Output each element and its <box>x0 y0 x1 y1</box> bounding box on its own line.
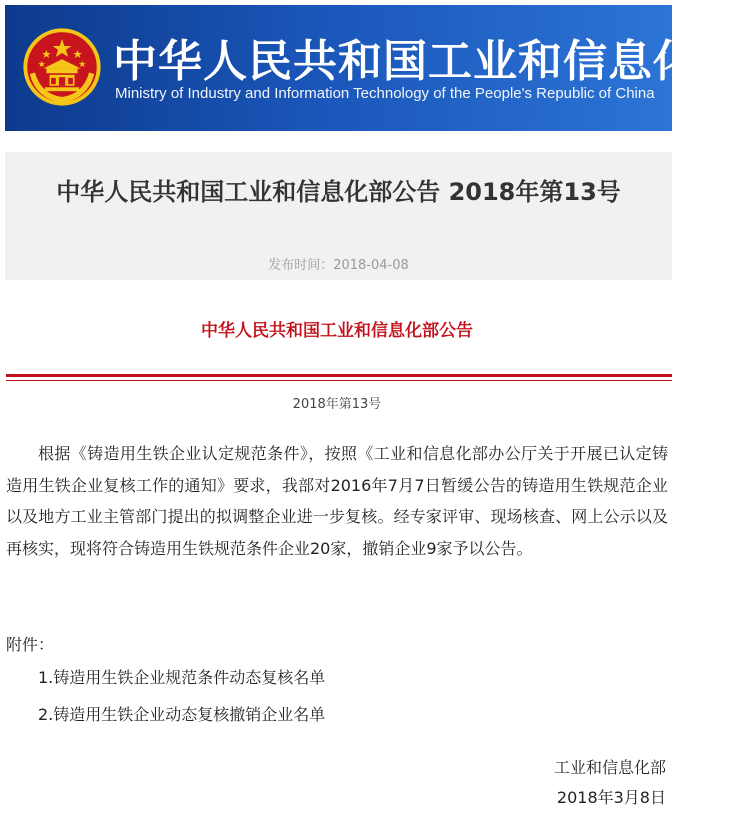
red-divider-thin <box>6 380 672 381</box>
ministry-banner <box>5 5 743 131</box>
ministry-en-title: Ministry of Industry and Information Technology of the People's Republic of China <box>115 85 655 102</box>
page-title: 中华人民共和国工业和信息化部公告 2018年第13号 <box>56 178 621 206</box>
publish-date: 发布时间：2018-04-08 <box>268 258 409 273</box>
document-number: 2018年第13号 <box>292 397 382 412</box>
article-header <box>5 152 672 280</box>
attachment-link-1[interactable]: 1.铸造用生铁企业规范条件动态复核名单 <box>38 668 326 687</box>
red-divider-thick <box>6 374 672 377</box>
ministry-cn-title: 中华人民共和国工业和信息化部 <box>113 36 743 87</box>
sign-date: 2018年3月8日 <box>556 788 666 807</box>
attachment-link-2[interactable]: 2.铸造用生铁企业动态复核撤销企业名单 <box>38 705 326 724</box>
signer: 工业和信息化部 <box>553 758 666 777</box>
national-emblem-icon <box>23 28 101 106</box>
notice-heading: 中华人民共和国工业和信息化部公告 <box>201 321 473 341</box>
attachments-label: 附件： <box>6 635 55 654</box>
notice-body: 根据《铸造用生铁企业认定规范条件》，按照《工业和信息化部办公厅关于开展已认定铸造用生铁企业复核工作的通知》要求，我部对2016年7月7日暂缓公告的铸造用生铁规范企业以及地方工业主管部门提出的拟调整企业进一步复核。经专家评审、现场核查、网上公示以及再核实，现将符合铸造用生铁规范条件企业20家，撤销企业9家予以公告。 <box>6 444 668 558</box>
